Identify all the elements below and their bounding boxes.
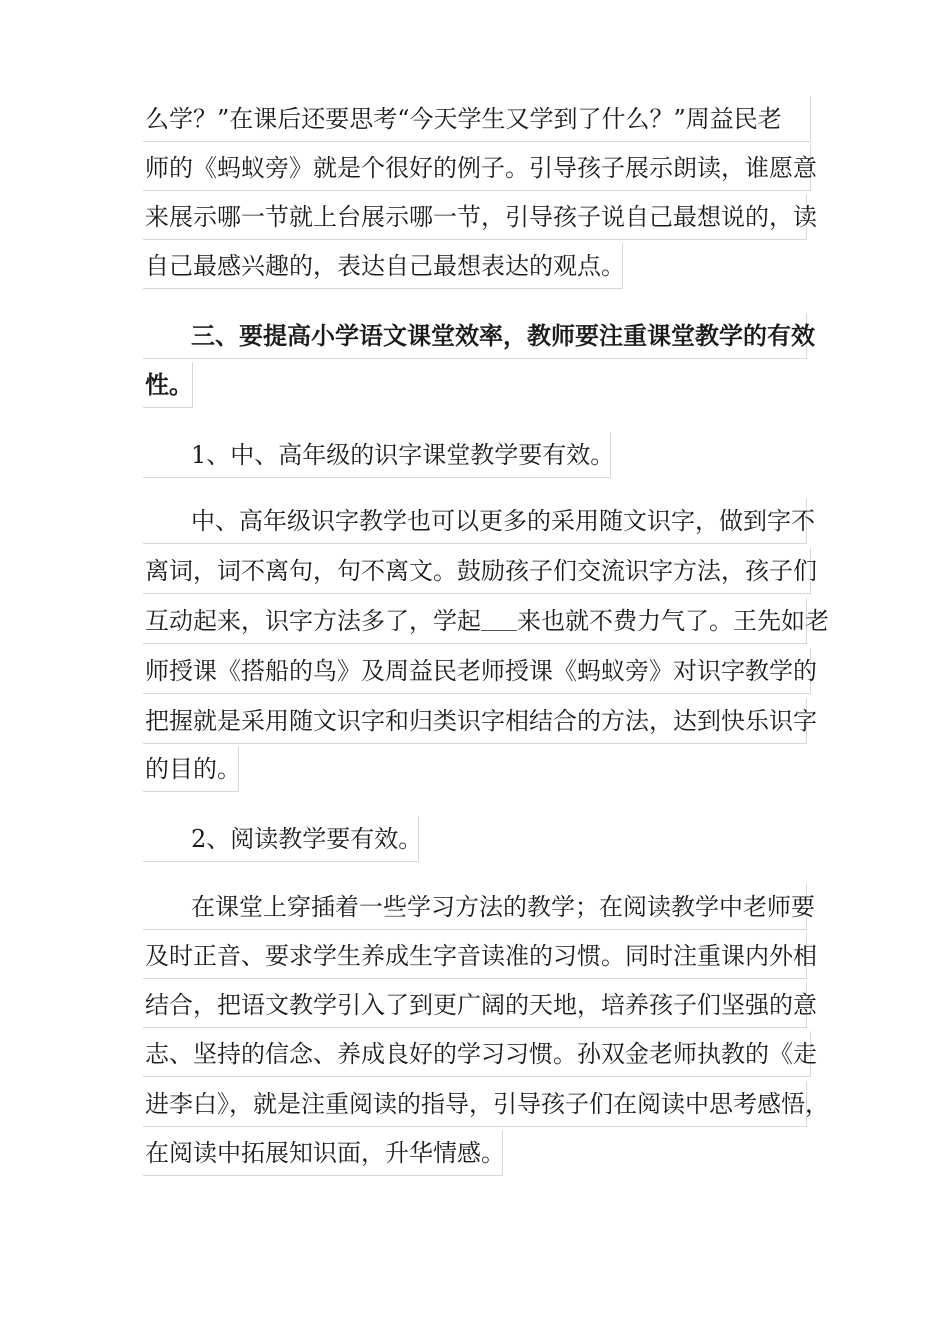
paragraph-line: 结合，把语文教学引入了到更广阔的天地，培养孩子们坚强的意 (143, 982, 807, 1028)
paragraph-line: 在阅读中拓展知识面，升华情感。 (143, 1130, 503, 1176)
paragraph-line: 师授课《搭船的鸟》及周益民老师授课《蚂蚁旁》对识字教学的 (143, 648, 811, 694)
paragraph-line: 师的《蚂蚁旁》就是个很好的例子。引导孩子展示朗读，谁愿意 (143, 145, 811, 191)
paragraph-line: 把握就是采用随文识字和归类识字相结合的方法，达到快乐识字 (143, 698, 807, 744)
subsection-heading: 2、阅读教学要有效。 (143, 816, 419, 862)
paragraph-line: 及时正音、要求学生养成生字音读准的习惯。同时注重课内外相 (143, 933, 807, 979)
paragraph-line: 在课堂上穿插着一些学习方法的教学；在阅读教学中老师要 (143, 884, 807, 930)
paragraph-line: 中、高年级识字教学也可以更多的采用随文识字，做到字不 (143, 498, 807, 544)
paragraph-line: 自己最感兴趣的，表达自己最想表达的观点。 (143, 243, 623, 289)
paragraph-line: 志、坚持的信念、养成良好的学习习惯。孙双金老师执教的《走 (143, 1031, 811, 1077)
paragraph-line: 么学？”在课后还要思考“今天学生又学到了什么？”周益民老 (143, 96, 811, 142)
paragraph-line: 的目的。 (143, 746, 239, 792)
paragraph-line: 离词，词不离句，句不离文。鼓励孩子们交流识字方法，孩子们 (143, 548, 811, 594)
section-heading: 性。 (143, 362, 193, 408)
blank-underline (481, 629, 517, 631)
subsection-heading: 1、中、高年级的识字课堂教学要有效。 (143, 432, 611, 478)
section-heading: 三、要提高小学语文课堂效率，教师要注重课堂教学的有效 (143, 313, 807, 359)
paragraph-line: 进李白》，就是注重阅读的指导，引导孩子们在阅读中思考感悟， (143, 1081, 807, 1127)
text-segment: 互动起来，识字方法多了，学起 (145, 607, 481, 635)
paragraph-line: 来展示哪一节就上台展示哪一节，引导孩子说自己最想说的，读 (143, 194, 807, 240)
text-segment: 来也就不费力气了。王先如老 (517, 607, 829, 635)
paragraph-line (143, 598, 829, 644)
